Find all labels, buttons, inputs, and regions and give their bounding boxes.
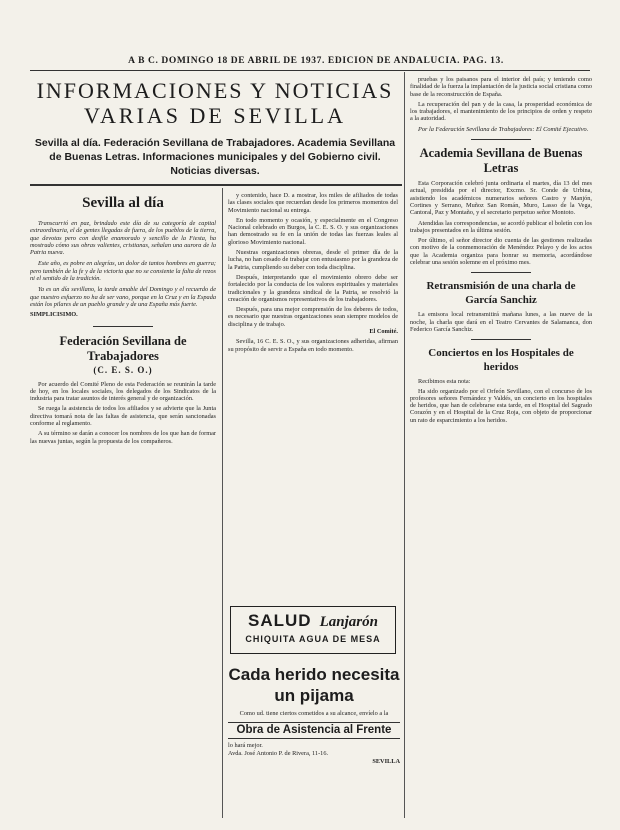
middle-paragraph: Después, para una mejor comprensión de los deberes de todos, es necesario que nuestras organizaciones sean siempre modelos de disciplina y de trabajo. bbox=[228, 306, 398, 328]
section-rule bbox=[471, 272, 531, 273]
academia-paragraph: Atendidas las correspondencias, se acordó publicar el boletín con los trabajos presentados en la última sesión. bbox=[410, 219, 592, 234]
lanjaron-ad-top bbox=[231, 611, 395, 631]
title-rule bbox=[30, 184, 402, 186]
academia-paragraph: Por último, el señor director dio cuenta de las gestiones realizadas con motivo de la conmemoración de Menéndez Pelayo y de los actos que la Academia organiza para honrar su memoria, acordándose celebrar una sesión solemne en el próximo mes. bbox=[410, 237, 592, 267]
pijama-ad-obra: Obra de Asistencia al Frente bbox=[228, 722, 400, 739]
middle-paragraph: Nuestras organizaciones obreras, desde el primer día de la lucha, no han cesado de trabajar con entusiasmo por la grandeza de la Patria, cumpliendo su deber con toda disciplina. bbox=[228, 249, 398, 271]
lanjaron-ad-salud: SALUD bbox=[248, 611, 312, 630]
federacion-paragraph: A su término se darán a conocer los nombres de los que han de formar las nuevas juntas, según la propuesta de los compañeros. bbox=[30, 430, 216, 445]
sevilla-heading: Sevilla al día bbox=[82, 195, 164, 211]
section-subhead: Sevilla al día. Federación Sevillana de Trabajadores. Academia Sevillana de Buenas Letras. Informaciones municipales y del Gobierno civil. Noticias diversas. bbox=[34, 137, 396, 177]
section-rule bbox=[93, 326, 153, 327]
middle-paragraph: y contenido, hace D. a mostrar, los miles de afiliados de todas las clases sociales que recuerdan desde los primeros momentos del Movimiento nacional su entrega. bbox=[228, 192, 398, 214]
main-title-line1: INFORMACIONES Y NOTICIAS bbox=[36, 78, 394, 103]
section-rule bbox=[471, 139, 531, 140]
top-rule bbox=[30, 70, 590, 71]
pijama-ad bbox=[228, 664, 400, 814]
pijama-ad-address: Avda. José Antonio P. de Rivera, 11-16. bbox=[228, 749, 329, 757]
right-paragraph: La recuperación del pan y de la casa, la prosperidad económica de los trabajadores, el mantenimiento de los principios de orden y respeto a la autoridad. bbox=[410, 100, 592, 123]
sevilla-paragraph: Este año, es pobre en alegrías, un dolor de tantos hombres en guerra; pero también de la fe y de la victoria que no se consiente la falta de rezos ni el sentido de la tradición. bbox=[30, 260, 216, 283]
middle-signature: El Comité. bbox=[369, 328, 398, 336]
academia-heading: Academia Sevillana de Buenas Letras bbox=[419, 146, 583, 176]
right-paragraph: pruebas y los paisanos para el interior del país; y teniendo como finalidad de la fuerza la implantación de la justicia social cristiana como base de la reconstrucción de España. bbox=[410, 76, 592, 98]
pijama-ad-city: SEVILLA bbox=[372, 757, 400, 765]
middle-paragraph: Después, interpretando que el movimiento obrero debe ser fortalecido por la conducta de los valores espirituales y materiales tradicionales y la grandeza sindical de la Patria, se resolvió la creación de organismos representativos de los trabajadores. bbox=[228, 273, 398, 303]
conciertos-heading: Conciertos en los Hospitales de heridos bbox=[428, 347, 574, 374]
academia-paragraph: Esta Corporación celebró junta ordinaria el martes, día 13 del mes actual, presidida por el director, Excmo. Sr. Conde de Urbina, asistiendo los académicos numerarios señores Castro y Manjón, Cortines y Serrano, Muñoz San Román, Muro, Lasso de la Vega, Cantoral, Paz y Montaño, y el secretario perpetuo señor Montoto. bbox=[410, 180, 592, 217]
pijama-ad-headline: Cada herido necesita un pijama bbox=[228, 665, 400, 705]
main-title-line2: VARIAS DE SEVILLA bbox=[83, 103, 347, 128]
lanjaron-ad-brand: Lanjarón bbox=[319, 614, 378, 630]
column-divider bbox=[222, 188, 223, 818]
section-rule bbox=[471, 339, 531, 340]
lanjaron-ad bbox=[230, 606, 396, 654]
retransmision-heading: Retransmisión de una charla de García Sanchiz bbox=[426, 280, 576, 307]
federacion-paragraph: Por acuerdo del Comité Pleno de esta Federación se reunirán la tarde de hoy, en los locales sociales, los delegados de los Sindicatos de la industria para tratar asuntos de interés general y de organización. bbox=[30, 380, 216, 403]
middle-paragraph: Sevilla, 16 C. E. S. O., y sus organizaciones adheridas, afirman su propósito de servir a España en todo momento. bbox=[228, 338, 398, 353]
conciertos-paragraph: Recibimos esta nota: bbox=[418, 378, 471, 386]
federacion-heading: Federación Sevillana de Trabajadores bbox=[59, 333, 187, 363]
middle-paragraph: En todo momento y ocasión, y especialmente en el Congreso Nacional celebrado en Burgos, la C. E. S. O. y sus organizaciones han demostrado su fe en la unión de todas las fuerzas leales al glorioso Movimiento nacional. bbox=[228, 216, 398, 246]
column-divider bbox=[404, 72, 405, 818]
column-right bbox=[410, 76, 592, 820]
federacion-paragraph: Se ruega la asistencia de todos los afiliados y se advierte que la Junta directiva tomará nota de las faltas de asistencia, que serán sancionadas conforme al reglamento. bbox=[30, 405, 216, 428]
main-title bbox=[30, 78, 400, 128]
right-signature: Por la Federación Sevillana de Trabajadores: El Comité Ejecutivo. bbox=[418, 125, 589, 133]
column-middle bbox=[228, 192, 398, 602]
pijama-ad-note: lo hará mejor. bbox=[228, 741, 263, 749]
retransmision-paragraph: La emisora local retransmitirá mañana lunes, a las nueve de la noche, la charla que dará en el Teatro Cervantes de Salamanca, don Federico García Sanchiz. bbox=[410, 311, 592, 333]
sevilla-paragraph: Transcurrió en paz, brindado este día de su categoría de capital extraordinaria, el de gentes llegadas de fuera, de los pueblos de la tierra, que devotas pero con desfile enamorado y sencillo de la Fiesta, ha mostrado cómo sus obras valientes, cristianas, señalan una aurora de la Patria nueva. bbox=[30, 220, 216, 257]
pijama-ad-body: Como ud. tiene ciertos cometidos a su alcance, envíelo a la bbox=[239, 710, 389, 717]
running-head: A B C. DOMINGO 18 DE ABRIL DE 1937. EDICION DE ANDALUCIA. PAG. 13. bbox=[128, 56, 504, 66]
column-left bbox=[30, 192, 216, 792]
federacion-subheading: (C. E. S. O.) bbox=[93, 364, 153, 375]
conciertos-paragraph: Ha sido organizado por el Orfeón Sevillano, con el concurso de los profesores señores Fernández y Valdés, un concierto en los hospitales de heridos, que han de celebrarse esta tarde, en el Hospital del Sagrado Corazón y en el Hospital de la Cruz Roja, con objeto de proporcionar un rato de esparcimiento a los heridos. bbox=[410, 387, 592, 424]
sevilla-signature: SIMPLICISIMO. bbox=[30, 311, 78, 319]
lanjaron-ad-tagline: CHIQUITA AGUA DE MESA bbox=[245, 634, 381, 644]
sevilla-paragraph: Ya es un día sevillano, la tarde amable del Domingo y el recuerdo de que nuestro esfuerzo no ha de ser vano, porque en la Cruz y en la Espada están los pilares de un pueblo grande y de una España más fuerte. bbox=[30, 286, 216, 308]
